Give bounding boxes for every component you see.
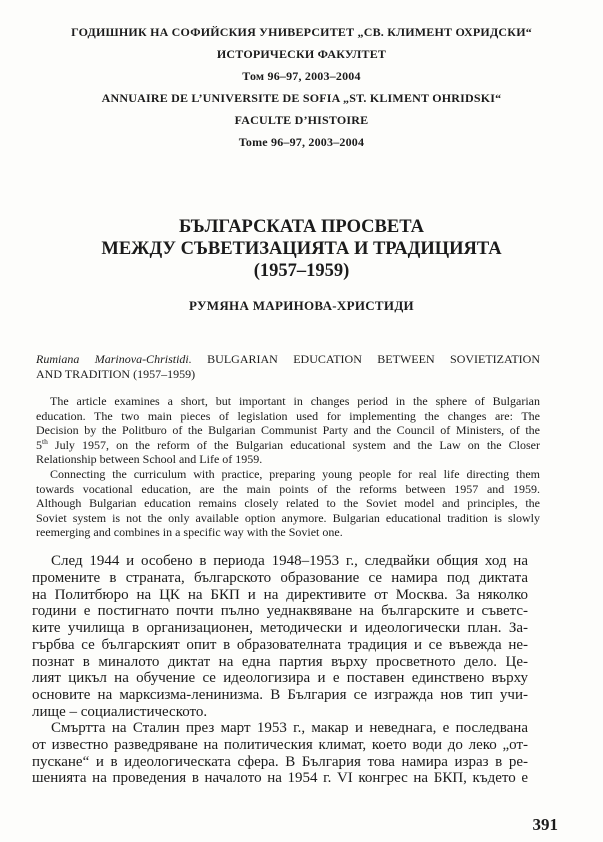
text-line: reemerging and combines in a specific way with the Soviet one. bbox=[36, 525, 343, 540]
page-number: 391 bbox=[532, 815, 558, 834]
text-line: След 1944 и особено в периода 1948–1953 г., следвайки общия ход на bbox=[51, 553, 528, 569]
journal-masthead bbox=[30, 21, 573, 153]
text-line: (1957–1959) bbox=[253, 261, 350, 281]
text-line: Том 96–97, 2003–2004 bbox=[242, 69, 361, 83]
article-author: РУМЯНА МАРИНОВА-ХРИСТИДИ bbox=[189, 298, 414, 313]
text-line: Connecting the curriculum with practice, preparing young people for real life directing them bbox=[50, 467, 540, 481]
body-paragraph-2 bbox=[32, 720, 528, 787]
article-title bbox=[30, 216, 573, 282]
text-line: Although Bulgarian education remains closely related to the Soviet model and principles, the bbox=[36, 496, 540, 511]
text-line: ИСТОРИЧЕСКИ ФАКУЛТЕТ bbox=[216, 47, 387, 61]
text-line: Soviet system is not the only available option anymore. Bulgarian educational tradition is slowly bbox=[36, 510, 540, 525]
text-line: промените в страната, българското образование се намира под диктата bbox=[32, 569, 528, 586]
text-line: ките училища в организационен, методически и идеологически план. За- bbox=[32, 620, 528, 636]
text-line: основите на марксизма-ленинизма. В България се изгражда нов тип учи- bbox=[32, 687, 528, 703]
text-line: от известно разведряване на политическия климат, което води до леко „от- bbox=[32, 736, 528, 753]
text-line: Rumiana Marinova-Christidi. BULGARIAN EDUCATION BETWEEN SOVIETIZATION bbox=[36, 352, 540, 366]
text-line: БЪЛГАРСКАТА ПРОСВЕТА bbox=[178, 217, 425, 237]
text-line: шенията на проведения в началото на 1954 г. VI конгрес на БКП, където е bbox=[32, 770, 528, 787]
text-line: 5th July 1957, on the reform of the Bulgarian educational system and the Law on the Closer bbox=[36, 436, 540, 452]
text-line: towards vocational education, are the main points of the reforms between 1957 and 1959. bbox=[36, 481, 540, 496]
text-line: гърбва се българският опит в образователната традиция и се въвежда не- bbox=[32, 636, 528, 653]
text-line: на Политбюро на ЦК на БКП и на директивите от Москва. За няколко bbox=[32, 586, 528, 603]
text-line: Decision by the Politburo of the Bulgarian Communist Party and the Council of Ministers, of the bbox=[36, 423, 540, 438]
text-line: лият цикъл на обучение се идеологизира и е поставен единствено върху bbox=[32, 670, 528, 687]
abstract-heading bbox=[36, 352, 540, 381]
abstract-paragraph-1 bbox=[36, 394, 540, 467]
text-line: Tome 96–97, 2003–2004 bbox=[238, 135, 365, 149]
text-line: The article examines a short, but important in changes period in the sphere of Bulgarian bbox=[50, 394, 540, 408]
text-line: МЕЖДУ СЪВЕТИЗАЦИЯТА И ТРАДИЦИЯТА bbox=[101, 239, 502, 259]
text-line: AND TRADITION (1957–1959) bbox=[36, 366, 196, 381]
text-line: ГОДИШНИК НА СОФИЙСКИЯ УНИВЕРСИТЕТ „СВ. КЛИМЕНТ ОХРИДСКИ“ bbox=[71, 25, 532, 39]
abstract-paragraph-2 bbox=[36, 467, 540, 540]
text-line: пускане“ и в идеологическата сфера. В България това намира израз в ре- bbox=[32, 753, 528, 770]
text-line: години е постигнато почти пълно уеднаквяване на българските и съветс- bbox=[32, 603, 528, 620]
text-line: познат в миналото диктат на една партия върху просветното дело. Це- bbox=[32, 653, 528, 670]
text-line: Смъртта на Сталин през март 1953 г., макар и неведнага, е последвана bbox=[51, 720, 528, 736]
text-line: FACULTE D’HISTOIRE bbox=[234, 113, 369, 127]
body-paragraph-1 bbox=[32, 553, 528, 721]
text-line: education. The two main pieces of legislation used for implementing the changes are: The bbox=[36, 408, 540, 423]
text-line: лище – социалистическото. bbox=[32, 703, 208, 720]
text-line: Relationship between School and Life of 1959. bbox=[36, 452, 263, 467]
text-line: ANNUAIRE DE L’UNIVERSITE DE SOFIA „ST. KLIMENT OHRIDSKI“ bbox=[101, 91, 502, 105]
